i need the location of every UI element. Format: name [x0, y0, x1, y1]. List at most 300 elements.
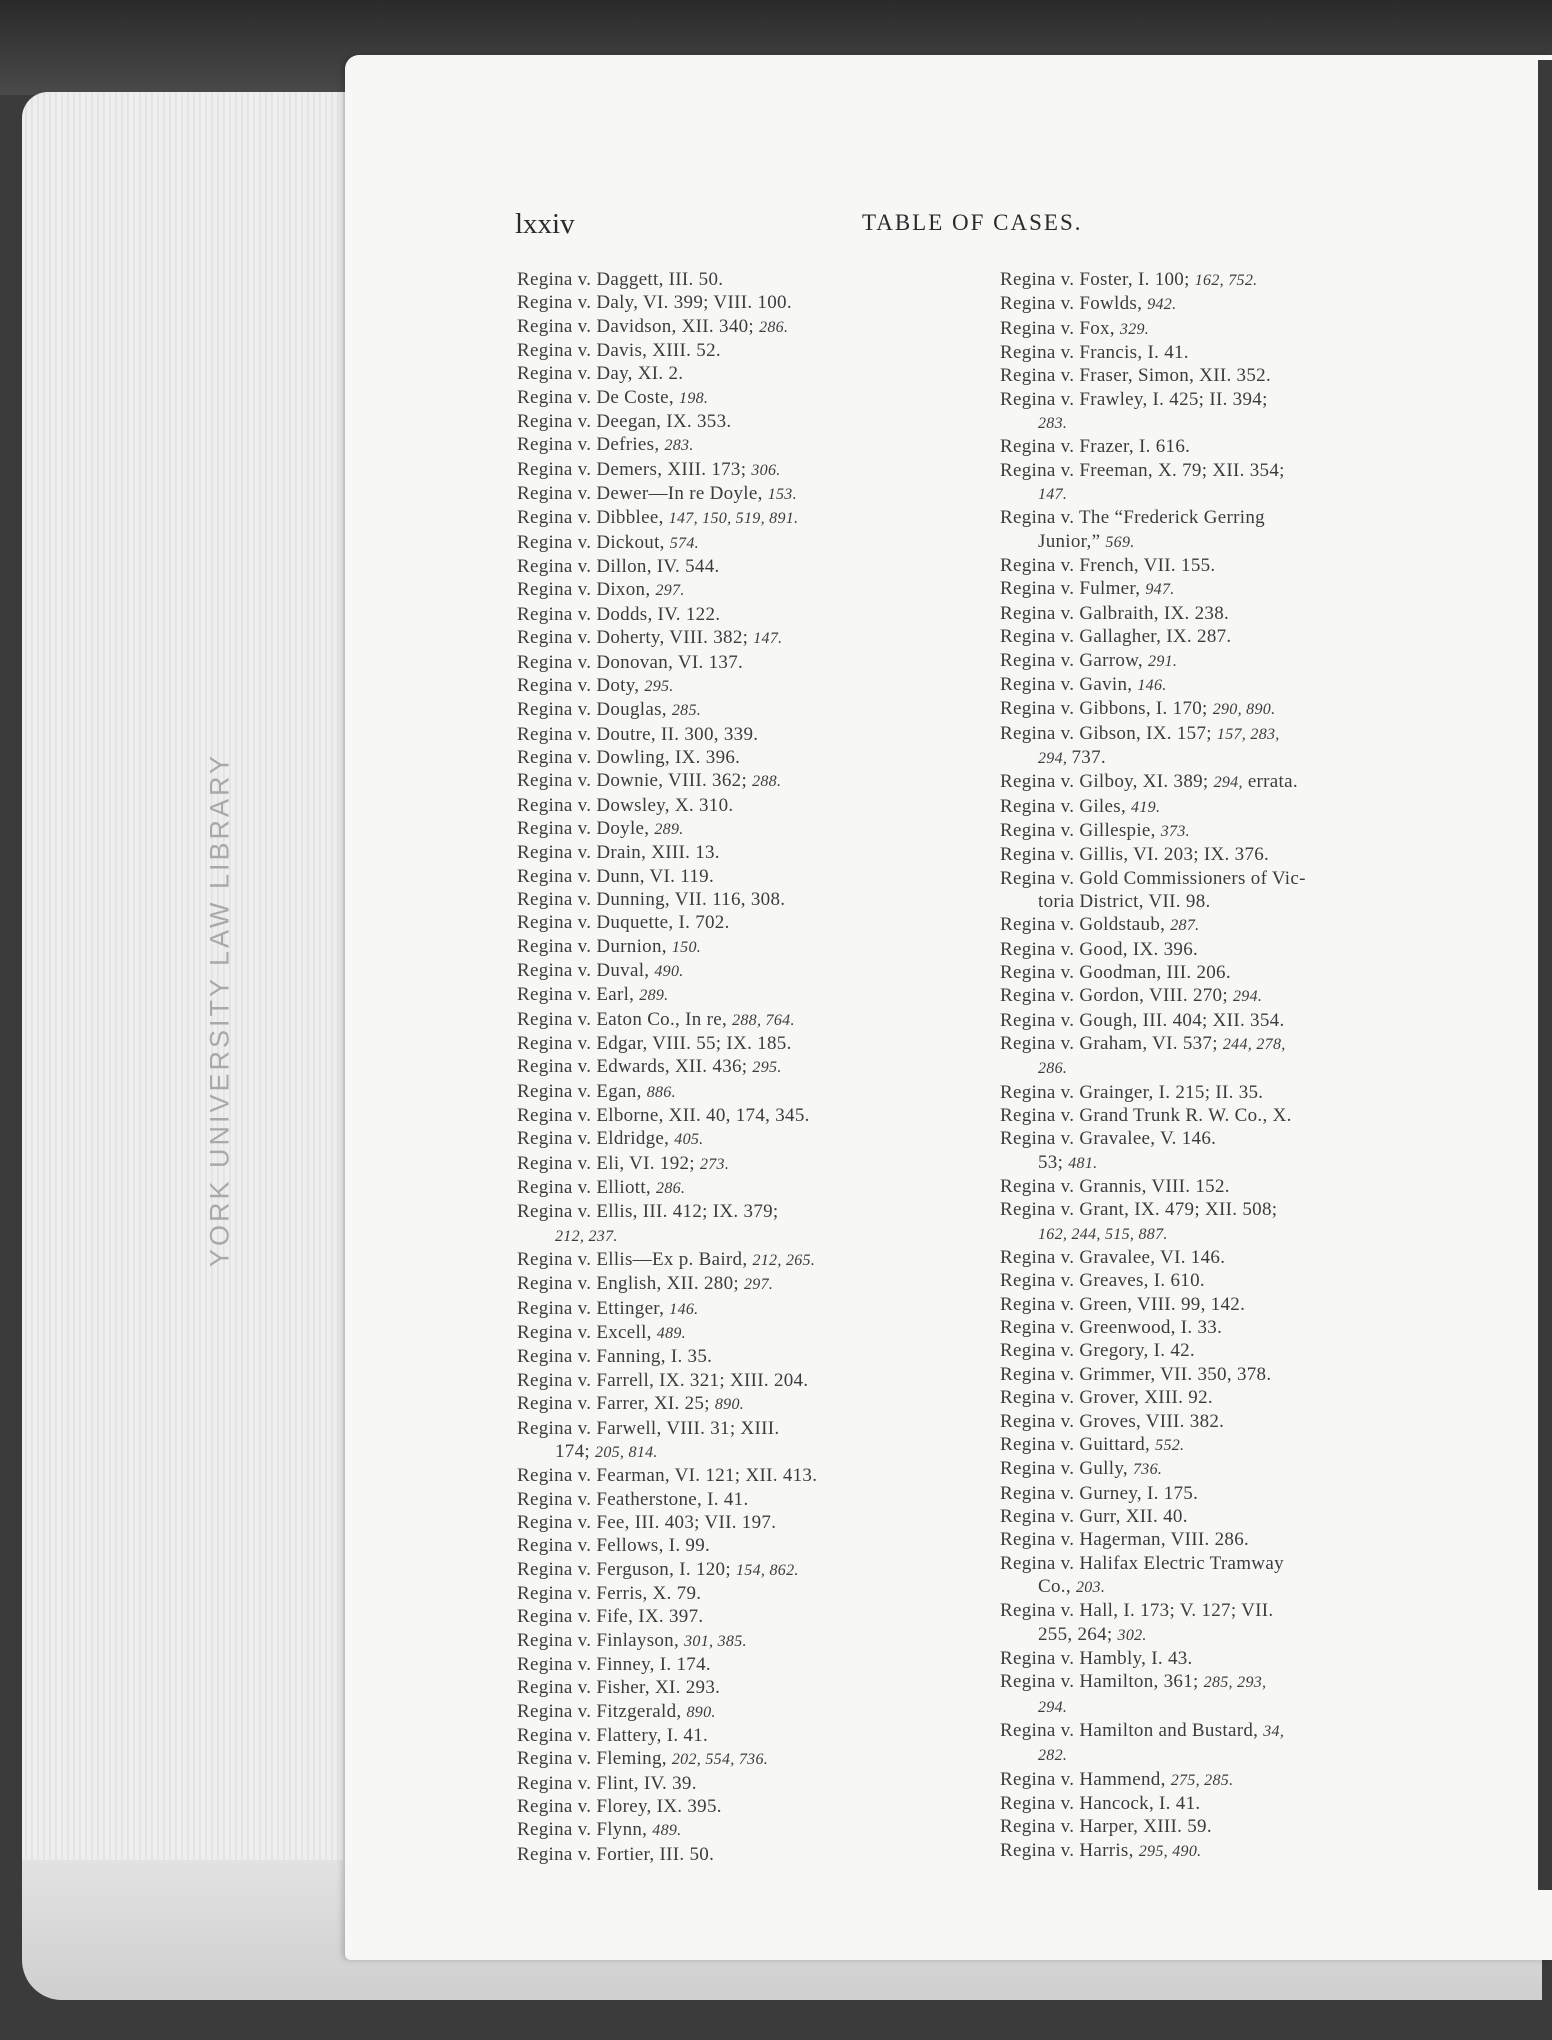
case-entry [1000, 1410, 1460, 1433]
case-entry [517, 1080, 977, 1104]
case-entry [1000, 1222, 1460, 1246]
case-entry [1000, 459, 1460, 482]
case-page-reference: 294, [1213, 774, 1243, 792]
case-page-reference: 147. [753, 630, 783, 648]
case-entry [1000, 1032, 1460, 1056]
case-entry [517, 1795, 977, 1818]
case-text: Regina v. Grimmer, VII. 350, 378. [1000, 1363, 1272, 1385]
case-entry [1000, 1363, 1460, 1386]
case-page-reference: 289. [654, 820, 684, 838]
case-entry [1000, 1293, 1460, 1316]
case-page-reference: 146. [1137, 676, 1167, 694]
case-text: Regina v. Fortier, III. 50. [517, 1843, 715, 1865]
case-text: Regina v. Galbraith, IX. 238. [1000, 602, 1230, 624]
case-text: Regina v. Giles, [1000, 795, 1132, 817]
case-text: Regina v. Fox, [1000, 317, 1120, 339]
case-page-reference: 146. [669, 1300, 699, 1318]
case-text: Regina v. Farrell, IX. 321; XIII. 204. [517, 1369, 809, 1391]
case-entry [1000, 625, 1460, 648]
case-entry [517, 1724, 977, 1747]
case-text: Regina v. Finney, I. 174. [517, 1653, 711, 1675]
case-page-reference: 890. [686, 1703, 716, 1721]
case-text: Regina v. Dunn, VI. 119. [517, 865, 715, 887]
case-page-reference: 942. [1147, 296, 1177, 314]
case-text: Regina v. Demers, XIII. 173; [517, 458, 752, 480]
case-text: Regina v. Downie, VIII. 362; [517, 770, 753, 792]
case-page-reference: 198. [679, 389, 709, 407]
case-entry [517, 578, 977, 602]
case-entry [517, 698, 977, 722]
case-text: Regina v. Dickout, [517, 531, 670, 553]
case-entry [1000, 1528, 1460, 1551]
case-entry [1000, 1695, 1460, 1719]
case-entry [517, 1392, 977, 1416]
case-page-reference: 283. [1038, 415, 1068, 433]
case-text: 53; [1038, 1151, 1069, 1173]
case-page-reference: 212, 237. [555, 1227, 618, 1245]
case-text: Regina v. Gibson, IX. 157; [1000, 722, 1217, 744]
case-text: 737. [1071, 746, 1106, 768]
case-page-reference: 294, [1038, 749, 1072, 767]
case-text: Regina v. Goodman, III. 206. [1000, 961, 1231, 983]
case-entry [1000, 1575, 1460, 1599]
case-text: 174; [555, 1440, 596, 1462]
case-entry [1000, 1433, 1460, 1457]
case-entry [1000, 1670, 1460, 1694]
case-entry [1000, 1246, 1460, 1269]
case-text: Regina v. Greaves, I. 610. [1000, 1270, 1205, 1292]
case-text: Regina v. Gregory, I. 42. [1000, 1340, 1195, 1362]
case-entry [517, 794, 977, 817]
case-entry [517, 458, 977, 482]
case-page-reference: 282. [1038, 1747, 1068, 1765]
case-text: Regina v. Gilboy, XI. 389; [1000, 771, 1214, 793]
case-entry [517, 1345, 977, 1368]
case-page-reference: 162, 244, 515, 887. [1038, 1225, 1168, 1243]
case-text: Regina v. Gavin, [1000, 673, 1138, 695]
case-entry [1000, 1056, 1460, 1080]
case-page-reference: 294. [1038, 1698, 1068, 1716]
case-page-reference: 290, 890. [1212, 701, 1276, 719]
case-text: Regina v. Gurney, I. 175. [1000, 1482, 1199, 1504]
case-entry [517, 555, 977, 578]
case-text: Regina v. Frazer, I. 616. [1000, 436, 1191, 458]
case-entry [1000, 1599, 1460, 1622]
case-text: Regina v. Ettinger, [517, 1297, 670, 1319]
case-entry [517, 626, 977, 650]
case-page-reference: 147. [1038, 486, 1068, 504]
case-page-reference: 157, 283, [1216, 725, 1280, 743]
case-text: Regina v. Dewer—In re Doyle, [517, 483, 768, 505]
case-text: Regina v. Hancock, I. 41. [1000, 1793, 1201, 1814]
case-text: Regina v. Fife, IX. 397. [517, 1606, 704, 1628]
case-page-reference: 419. [1131, 798, 1161, 816]
case-page-reference: 150. [671, 938, 702, 956]
case-page-reference: 569. [1105, 533, 1135, 551]
case-text: Regina v. Deegan, IX. 353. [517, 411, 732, 433]
case-entry [517, 1200, 977, 1223]
case-text: Regina v. Ellis, III. 412; IX. 379; [517, 1201, 779, 1223]
case-text: Regina v. Dibblee, [517, 507, 669, 529]
case-page-reference: 202, 554, 736. [671, 1751, 769, 1769]
case-text: Regina v. Drain, XIII. 13. [517, 842, 720, 864]
case-page-reference: 295. [752, 1059, 782, 1077]
right-column [1000, 268, 1460, 1863]
case-page-reference: 285, 293, [1203, 1674, 1267, 1692]
case-text: Junior,” [1038, 530, 1106, 552]
case-page-reference: 373. [1160, 822, 1190, 840]
case-text: Regina v. Dodds, IV. 122. [517, 603, 721, 625]
case-entry [1000, 1198, 1460, 1221]
case-text: Regina v. Harper, XIII. 59. [1000, 1816, 1212, 1838]
case-text: Regina v. Fisher, XI. 293. [517, 1677, 721, 1699]
case-entry [517, 1605, 977, 1628]
case-text: Regina v. Florey, IX. 395. [517, 1796, 722, 1817]
case-text: Regina v. Fee, III. 403; VII. 197. [517, 1511, 777, 1533]
case-entry [517, 1558, 977, 1582]
case-text: Regina v. Fowlds, [1000, 293, 1148, 315]
case-page-reference: 287. [1170, 917, 1200, 935]
case-text: Regina v. Eldridge, [517, 1128, 675, 1150]
case-entry [517, 911, 977, 934]
case-page-reference: 886. [646, 1083, 676, 1101]
case-text: Regina v. French, VII. 155. [1000, 555, 1216, 577]
case-page-reference: 147, 150, 519, 891. [668, 510, 799, 528]
case-page-reference: 285. [671, 702, 702, 720]
case-entry [1000, 1339, 1460, 1362]
case-page-reference: 552. [1155, 1436, 1185, 1454]
case-page-reference: 489. [656, 1325, 686, 1343]
case-entry [1000, 697, 1460, 721]
case-entry [517, 315, 977, 339]
case-entry [1000, 819, 1460, 843]
case-entry [517, 1818, 977, 1842]
case-text: Regina v. Gravalee, V. 146. [1000, 1128, 1217, 1150]
case-entry [517, 291, 977, 314]
case-text: Regina v. The “Frederick Gerring [1000, 507, 1265, 529]
case-entry [517, 1152, 977, 1176]
case-text: Regina v. Gillis, VI. 203; IX. 376. [1000, 844, 1270, 866]
case-page-reference: 297. [744, 1276, 774, 1294]
case-text: Regina v. Grant, IX. 479; XII. 508; [1000, 1199, 1278, 1221]
case-text: Regina v. Defries, [517, 434, 665, 456]
case-entry [1000, 649, 1460, 673]
case-entry [1000, 602, 1460, 625]
case-text: Regina v. Hamilton and Bustard, [1000, 1719, 1264, 1741]
case-entry [1000, 388, 1460, 411]
case-text: Regina v. Dunning, VII. 116, 308. [517, 888, 786, 910]
case-entry [517, 1843, 977, 1866]
case-entry [517, 1417, 977, 1440]
case-entry [517, 362, 977, 385]
case-text: Regina v. Daly, VI. 399; VIII. 100. [517, 292, 792, 314]
book-page-edges [22, 92, 382, 1977]
case-entry [1000, 1127, 1460, 1150]
case-entry [1000, 1104, 1460, 1127]
case-text: Regina v. Flint, IV. 39. [517, 1772, 697, 1794]
case-entry [1000, 1482, 1460, 1505]
case-text: Regina v. Edgar, VIII. 55; IX. 185. [517, 1033, 792, 1054]
case-page-reference: 947. [1145, 581, 1175, 599]
case-text: Regina v. Davis, XIII. 52. [517, 340, 721, 362]
case-text: Regina v. Grover, XIII. 92. [1000, 1387, 1213, 1409]
case-text: Regina v. Gallagher, IX. 287. [1000, 626, 1232, 648]
running-title: TABLE OF CASES. [862, 210, 1083, 235]
case-entry [1000, 268, 1460, 292]
case-text: Regina v. Ferris, X. 79. [517, 1582, 702, 1604]
case-page-reference: 286. [656, 1180, 686, 1198]
case-page-reference: 205, 814. [595, 1443, 658, 1461]
case-text: Regina v. Grannis, VIII. 152. [1000, 1176, 1230, 1198]
page-gutter-shadow [1538, 60, 1552, 1890]
case-entry [517, 603, 977, 626]
case-page-reference: 301, 385. [684, 1632, 747, 1650]
case-page-reference: 490. [654, 962, 684, 980]
case-text: Regina v. Fleming, [517, 1748, 672, 1770]
case-entry [517, 1653, 977, 1676]
case-text: Regina v. Earl, [517, 984, 640, 1006]
case-entry [517, 1008, 977, 1032]
case-entry [1000, 506, 1460, 529]
case-entry [517, 1272, 977, 1296]
case-text: Regina v. Gold Commissioners of Vic- [1000, 867, 1306, 889]
case-text: Regina v. Greenwood, I. 33. [1000, 1317, 1223, 1339]
case-entry [1000, 1386, 1460, 1409]
case-page-reference: 481. [1068, 1154, 1098, 1172]
case-entry [1000, 673, 1460, 697]
case-text: Regina v. Day, XI. 2. [517, 363, 684, 385]
case-entry [517, 674, 977, 698]
case-entry [517, 1511, 977, 1534]
case-entry [1000, 746, 1460, 770]
case-page-reference: 153. [767, 486, 797, 504]
case-page-reference: 275, 285. [1170, 1771, 1234, 1789]
case-text: Regina v. Durnion, [517, 935, 672, 957]
case-text: Regina v. Garrow, [1000, 649, 1149, 671]
case-text: Regina v. Ellis—Ex p. Baird, [517, 1249, 753, 1271]
library-stamp-text: YORK UNIVERSITY LAW LIBRARY [204, 752, 235, 1268]
case-text: Regina v. Groves, VIII. 382. [1000, 1410, 1225, 1432]
case-entry [1000, 722, 1460, 746]
case-text: Regina v. De Coste, [517, 386, 680, 408]
case-page-reference: 203. [1075, 1578, 1106, 1596]
case-entry [1000, 435, 1460, 458]
case-entry [1000, 984, 1460, 1008]
case-text: Regina v. Grainger, I. 215; II. 35. [1000, 1081, 1264, 1103]
case-entry [517, 1224, 977, 1248]
case-text: Regina v. Doty, [517, 674, 645, 696]
case-entry [517, 746, 977, 769]
case-entry [517, 1582, 977, 1605]
case-entry [1000, 1316, 1460, 1339]
case-entry [517, 1055, 977, 1079]
case-entry [517, 268, 977, 291]
case-page-reference: 288. [752, 773, 782, 791]
case-text: Regina v. Featherstone, I. 41. [517, 1488, 749, 1510]
case-entry [1000, 292, 1460, 316]
case-entry [1000, 317, 1460, 341]
case-text: errata. [1242, 771, 1298, 793]
case-entry [517, 1534, 977, 1557]
case-text: Regina v. Gurr, XII. 40. [1000, 1505, 1188, 1527]
case-entry [517, 1747, 977, 1771]
case-text: Regina v. Eaton Co., In re, [517, 1008, 733, 1030]
case-page-reference: 288, 764. [732, 1011, 795, 1029]
case-page-reference: 736. [1132, 1461, 1163, 1479]
case-page-reference: 34, [1263, 1722, 1285, 1740]
case-entry [517, 769, 977, 793]
case-text: Regina v. Donovan, VI. 137. [517, 651, 744, 673]
case-entry [517, 959, 977, 983]
case-entry [517, 1772, 977, 1795]
case-entry [1000, 1815, 1460, 1838]
case-text: Regina v. Fearman, VI. 121; XII. 413. [517, 1465, 818, 1487]
case-entry [1000, 961, 1460, 984]
case-text: Regina v. Ferguson, I. 120; [517, 1558, 736, 1580]
case-entry [1000, 1792, 1460, 1815]
case-page-reference: 890. [714, 1396, 745, 1414]
case-text: Regina v. Hagerman, VIII. 286. [1000, 1529, 1250, 1551]
case-text: Regina v. Flattery, I. 41. [517, 1724, 709, 1746]
case-entry [1000, 1743, 1460, 1767]
case-entry [1000, 1009, 1460, 1032]
case-text: Regina v. Goldstaub, [1000, 914, 1171, 936]
case-entry [517, 531, 977, 555]
case-text: Regina v. Elborne, XII. 40, 174, 345. [517, 1105, 810, 1127]
case-text: Regina v. Doherty, VIII. 382; [517, 627, 754, 649]
case-text: Regina v. Fitzgerald, [517, 1700, 687, 1722]
case-text: Regina v. Frawley, I. 425; II. 394; [1000, 388, 1268, 410]
case-entry [1000, 770, 1460, 794]
case-entry [1000, 1269, 1460, 1292]
left-column [517, 268, 977, 1866]
case-entry [1000, 1151, 1460, 1175]
case-text: Regina v. Hamilton, 361; [1000, 1671, 1204, 1693]
case-text: Regina v. Fellows, I. 99. [517, 1535, 711, 1557]
case-page-reference: 244, 278, [1222, 1036, 1286, 1053]
case-text: Regina v. Gough, III. 404; XII. 354. [1000, 1009, 1285, 1031]
case-text: Regina v. Green, VIII. 99, 142. [1000, 1293, 1246, 1315]
case-entry [1000, 843, 1460, 866]
case-entry [1000, 1768, 1460, 1792]
case-text: Regina v. Eli, VI. 192; [517, 1152, 700, 1174]
page-number: lxxiv [515, 208, 575, 240]
case-entry [517, 1248, 977, 1272]
case-entry [517, 386, 977, 410]
case-page-reference: 405. [674, 1131, 704, 1149]
case-page-reference: 302. [1117, 1626, 1147, 1644]
case-entry [517, 482, 977, 506]
case-entry [1000, 554, 1460, 577]
case-entry [1000, 938, 1460, 961]
case-text: Regina v. Gully, [1000, 1458, 1133, 1480]
case-text: Regina v. Douglas, [517, 699, 672, 721]
case-entry [517, 1629, 977, 1653]
case-entry [517, 817, 977, 841]
case-entry [1000, 1081, 1460, 1104]
case-page-reference: 295, 490. [1138, 1842, 1202, 1860]
case-entry [517, 888, 977, 911]
case-entry [517, 433, 977, 457]
case-page-reference: 295. [644, 677, 674, 695]
case-text: Regina v. Elliott, [517, 1177, 657, 1199]
case-text: Regina v. Dillon, IV. 544. [517, 556, 720, 578]
case-text: Regina v. Francis, I. 41. [1000, 342, 1189, 364]
case-text: Regina v. Doutre, II. 300, 339. [517, 723, 759, 745]
case-entry [517, 1127, 977, 1151]
case-entry [517, 1676, 977, 1699]
case-text: Regina v. Fulmer, [1000, 578, 1146, 600]
case-entry [517, 1176, 977, 1200]
case-text: Regina v. Duval, [517, 959, 655, 981]
case-entry [1000, 1505, 1460, 1528]
case-text: Regina v. Finlayson, [517, 1629, 685, 1651]
case-entry [1000, 364, 1460, 387]
case-text: Regina v. Farrer, XI. 25; [517, 1393, 715, 1415]
case-page-reference: 212, 265. [752, 1252, 816, 1270]
case-page-reference: 306. [751, 461, 781, 479]
case-page-reference: 289. [639, 987, 669, 1005]
case-text: Regina v. Gravalee, VI. 146. [1000, 1247, 1226, 1269]
case-entry [517, 841, 977, 864]
case-page-reference: 286. [759, 318, 789, 336]
case-entry [517, 935, 977, 959]
case-text: Regina v. Davidson, XII. 340; [517, 315, 760, 337]
case-entry [1000, 411, 1460, 435]
case-text: Regina v. Dixon, [517, 579, 656, 601]
case-text: Regina v. Hall, I. 173; V. 127; VII. [1000, 1600, 1274, 1622]
case-text: Regina v. Excell, [517, 1322, 657, 1344]
case-entry [1000, 1839, 1460, 1863]
case-text: Regina v. Duquette, I. 702. [517, 912, 730, 934]
case-text: 255, 264; [1038, 1623, 1118, 1645]
case-text: Regina v. Hambly, I. 43. [1000, 1647, 1193, 1669]
case-text: Regina v. Fraser, Simon, XII. 352. [1000, 365, 1272, 387]
case-text: Regina v. Harris, [1000, 1839, 1139, 1861]
case-entry [517, 339, 977, 362]
case-entry [517, 865, 977, 888]
case-text: Regina v. Foster, I. 100; [1000, 269, 1195, 290]
case-entry [1000, 1719, 1460, 1743]
case-entry [1000, 341, 1460, 364]
case-entry [1000, 1623, 1460, 1647]
case-entry [517, 1369, 977, 1392]
case-text: Regina v. Edwards, XII. 436; [517, 1056, 753, 1078]
case-text: Regina v. Dowsley, X. 310. [517, 794, 734, 816]
case-entry [1000, 867, 1460, 890]
case-entry [1000, 530, 1460, 554]
case-page-reference: 294. [1232, 988, 1263, 1006]
case-page-reference: 489. [652, 1822, 682, 1840]
case-entry [1000, 577, 1460, 601]
case-entry [1000, 1175, 1460, 1198]
case-entry [1000, 1457, 1460, 1481]
case-entry [1000, 1552, 1460, 1575]
case-page-reference: 154, 862. [735, 1561, 799, 1579]
case-text: Regina v. Farwell, VIII. 31; XIII. [517, 1417, 780, 1439]
case-text: Regina v. Gillespie, [1000, 819, 1161, 841]
case-text: Regina v. Gibbons, I. 170; [1000, 698, 1213, 720]
case-entry [517, 1488, 977, 1511]
case-text: Regina v. Halifax Electric Tramway [1000, 1552, 1284, 1574]
case-entry [1000, 913, 1460, 937]
case-text: Regina v. Guittard, [1000, 1433, 1156, 1455]
case-entry [517, 1104, 977, 1127]
case-text: Regina v. Fanning, I. 35. [517, 1346, 713, 1368]
case-page-reference: 273. [699, 1155, 730, 1173]
case-text: Regina v. Gordon, VIII. 270; [1000, 985, 1233, 1007]
case-entry [517, 1032, 977, 1055]
